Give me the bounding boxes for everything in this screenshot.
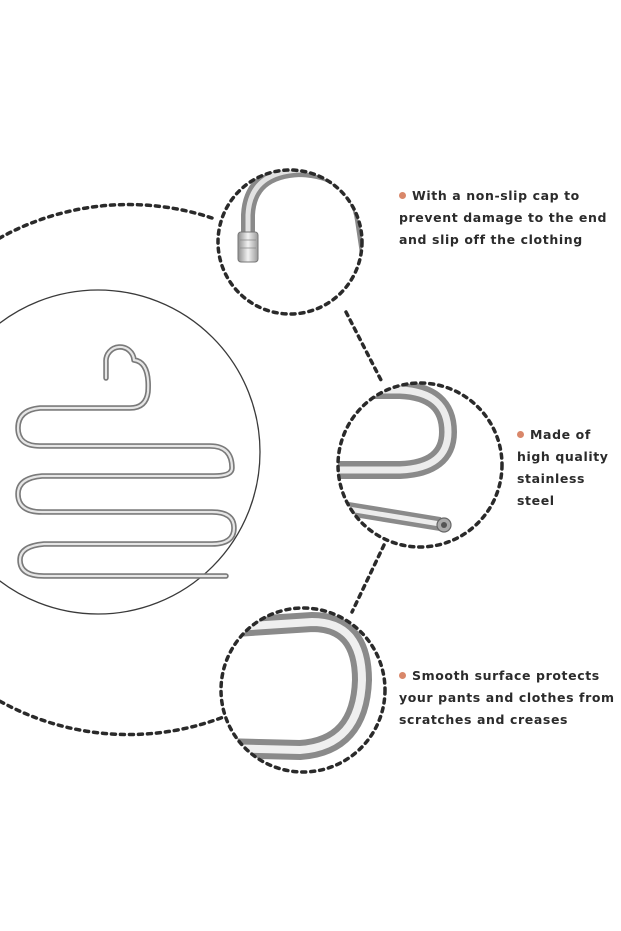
non-slip-cap-icon [238,232,258,262]
feature-text: steel [517,493,555,508]
feature-text: Made of [530,427,591,442]
feature-text: stainless [517,471,586,486]
feature-material [517,424,609,512]
feature-text: and slip off the clothing [399,232,583,247]
feature-text: prevent damage to the end [399,210,608,225]
bullet-icon [517,431,524,438]
feature-text: Smooth surface protects [412,668,600,683]
connector-mid-bottom [352,545,384,612]
detail-steel-tube [330,383,502,547]
feature-text: high quality [517,449,609,464]
bullet-icon [399,192,406,199]
feature-text: scratches and creases [399,712,569,727]
feature-text: With a non-slip cap to [412,188,580,203]
detail-smooth-curve [220,608,385,772]
main-hanger-circle [0,290,260,614]
feature-non-slip-cap [399,185,607,251]
connector-top-mid [346,312,382,382]
bullet-icon [399,672,406,679]
feature-smooth-surface [399,665,615,731]
detail-hook-cap [218,170,374,314]
feature-text: your pants and clothes from [399,690,615,705]
